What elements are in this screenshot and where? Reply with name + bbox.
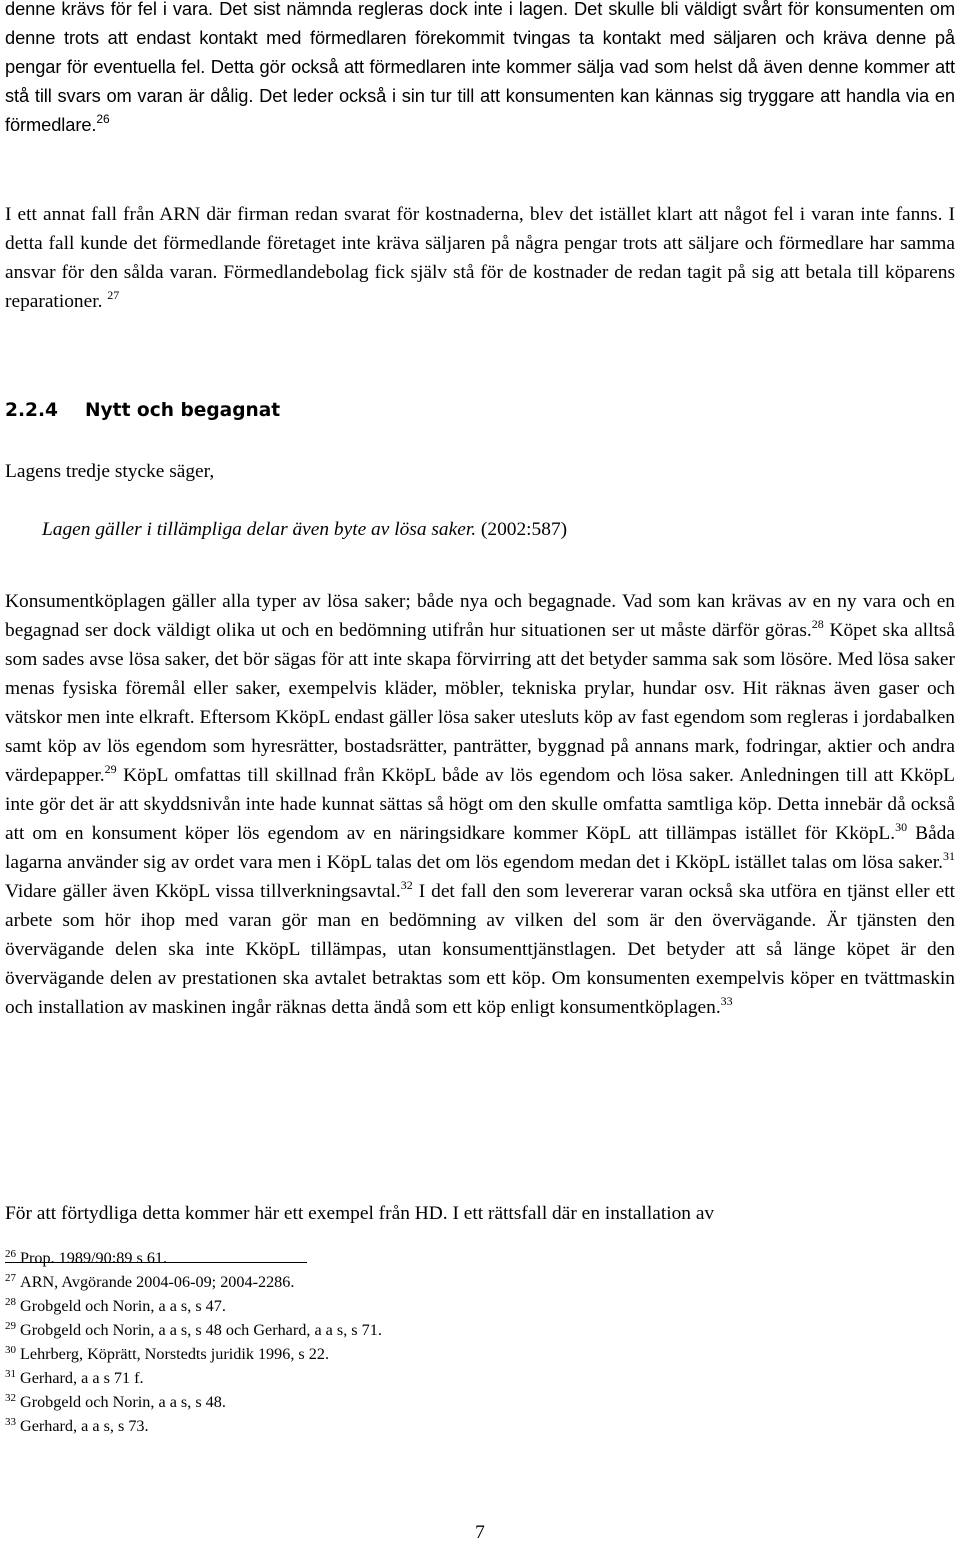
section-heading — [5, 396, 280, 426]
footnote-number: 29 — [5, 1320, 16, 1332]
section-number: 2.2.4 — [5, 400, 58, 421]
footnote-reference: 30 — [895, 820, 908, 834]
footnote-reference: 32 — [400, 878, 413, 892]
footnote-reference: 31 — [943, 849, 955, 863]
footnote-number: 26 — [5, 1248, 16, 1260]
paragraph-text: Köpet ska alltså som sades avse lösa saker, det bör sägas för att inte skapa förvirring att det betyder samma sak som lösöre. Med lösa saker menas fysiska föremål eller saker, exempelvis kläder, möbler, tekniska prylar, hundar osv. Hit räknas även gaser och vätskor men inte elkraft. Eftersom KköpL endast gäller lösa saker utesluts köp av fast egendom som regleras i jordabalken samt köp av lös egendom som hyresrätter, bostadsrätter, panträtter, byggnad på annans mark, fodringar, aktier och andra värdepapper. — [5, 620, 955, 786]
footnote-text: Gerhard, a a s 71 f. — [20, 1369, 144, 1387]
body-paragraph — [5, 200, 955, 316]
footnote-number: 28 — [5, 1296, 16, 1308]
footnote — [5, 1342, 329, 1366]
paragraph-text: Konsumentköplagen gäller alla typer av lösa saker; både nya och begagnade. Vad som kan krävas av en ny vara och en begagnad ser dock väldigt olika ut och en bedömning utifrån hur situationen ser ut måste därför göras. — [5, 591, 955, 641]
body-paragraph — [5, 0, 955, 139]
footnote-reference: 28 — [811, 617, 824, 631]
footnote-text: Grobgeld och Norin, a a s, s 47. — [20, 1297, 226, 1315]
footnote — [5, 1366, 144, 1390]
footnote-reference: 29 — [104, 762, 117, 776]
footnote-text: Grobgeld och Norin, a a s, s 48. — [20, 1393, 226, 1411]
body-paragraph — [5, 457, 955, 486]
footnote-text: Prop. 1989/90:89 s 61. — [20, 1249, 168, 1267]
body-paragraph — [5, 587, 955, 1022]
paragraph-text: Vidare gäller även KköpL vissa tillverkningsavtal. — [5, 881, 401, 902]
footnote-number: 31 — [5, 1368, 16, 1380]
paragraph-text: Lagens tredje stycke säger, — [5, 461, 215, 482]
footnote-number: 32 — [5, 1392, 16, 1404]
paragraph-text: För att förtydliga detta kommer här ett exempel från HD. I ett rättsfall där en installation av — [5, 1203, 715, 1224]
footnote — [5, 1414, 149, 1438]
footnote-reference: 26 — [96, 112, 110, 126]
footnote-reference: 33 — [720, 994, 733, 1008]
block-quote — [42, 515, 567, 544]
paragraph-text: KöpL omfattas till skillnad från KköpL både av lös egendom och lösa saker. Anledningen till att KköpL inte gör det är att skyddsnivån inte hade kunnat sättas så högt om den skulle omfatta samtliga köp. Detta innebär då också att om en konsument köper lös egendom av en näringsidkare kommer KöpL att tillämpas istället för KköpL. — [5, 765, 955, 844]
footnote — [5, 1294, 226, 1318]
footnote-text: ARN, Avgörande 2004-06-09; 2004-2286. — [20, 1273, 295, 1291]
body-paragraph — [5, 1199, 955, 1228]
page-number: 7 — [475, 1522, 485, 1543]
footnote — [5, 1246, 167, 1270]
footnote-number: 33 — [5, 1416, 16, 1428]
paragraph-text: Båda lagarna använder sig av ordet vara men i KöpL talas det om lös egendom medan det i KköpL istället talas om lösa saker. — [5, 823, 955, 873]
paragraph-text: I det fall den som levererar varan också ska utföra en tjänst eller ett arbete som hör ihop med varan gör man en bedömning av vilken del som är den övervägande. Är tjänsten den övervägande delen ska inte KköpL tillämpas, utan konsumenttjänstlagen. Det betyder att så länge köpet är den övervägande delen av prestationen ska avtalet betraktas som ett köp. Om konsumenten exempelvis köper en tvättmaskin och installation av maskinen ingår räknas detta ändå som ett köp enligt konsumentköplagen. — [5, 881, 955, 1018]
footnote — [5, 1318, 382, 1342]
footnote-number: 27 — [5, 1272, 16, 1284]
quote-text: Lagen gäller i tillämpliga delar även byte av lösa saker. — [42, 519, 477, 540]
paragraph-text: I ett annat fall från ARN där firman redan svarat för kostnaderna, blev det istället klart att något fel i varan inte fanns. I detta fall kunde det förmedlande företaget inte kräva säljaren på några pengar trots att säljare och förmedlare har samma ansvar för den sålda varan. Förmedlandebolag fick själv stå för de kostnader de redan tagit på sig att betala till köparens reparationer. — [5, 204, 955, 312]
footnote-text: Lehrberg, Köprätt, Norstedts juridik 1996, s 22. — [20, 1345, 330, 1363]
footnote-text: Gerhard, a a s, s 73. — [20, 1417, 149, 1435]
footnote-number: 30 — [5, 1344, 16, 1356]
quote-reference: (2002:587) — [476, 519, 568, 540]
paragraph-text: denne krävs för fel i vara. Det sist nämnda regleras dock inte i lagen. Det skulle bli väldigt svårt för konsumenten om denne trots att endast kontakt med förmedlaren förekommit tvingas ta kontakt med säljaren och kräva denne på pengar för eventuella fel. Detta gör också att förmedlaren inte kommer sälja vad som helst då även denne kommer att stå till svars om varan är dålig. Det leder också i sin tur till att konsumenten kan kännas sig tryggare att handla via en förmedlare. — [5, 0, 955, 135]
footnote-text: Grobgeld och Norin, a a s, s 48 och Gerhard, a a s, s 71. — [20, 1321, 382, 1339]
section-title: Nytt och begagnat — [85, 400, 281, 421]
footnote-reference: 27 — [107, 288, 120, 302]
footnote — [5, 1390, 226, 1414]
footnote — [5, 1270, 294, 1294]
